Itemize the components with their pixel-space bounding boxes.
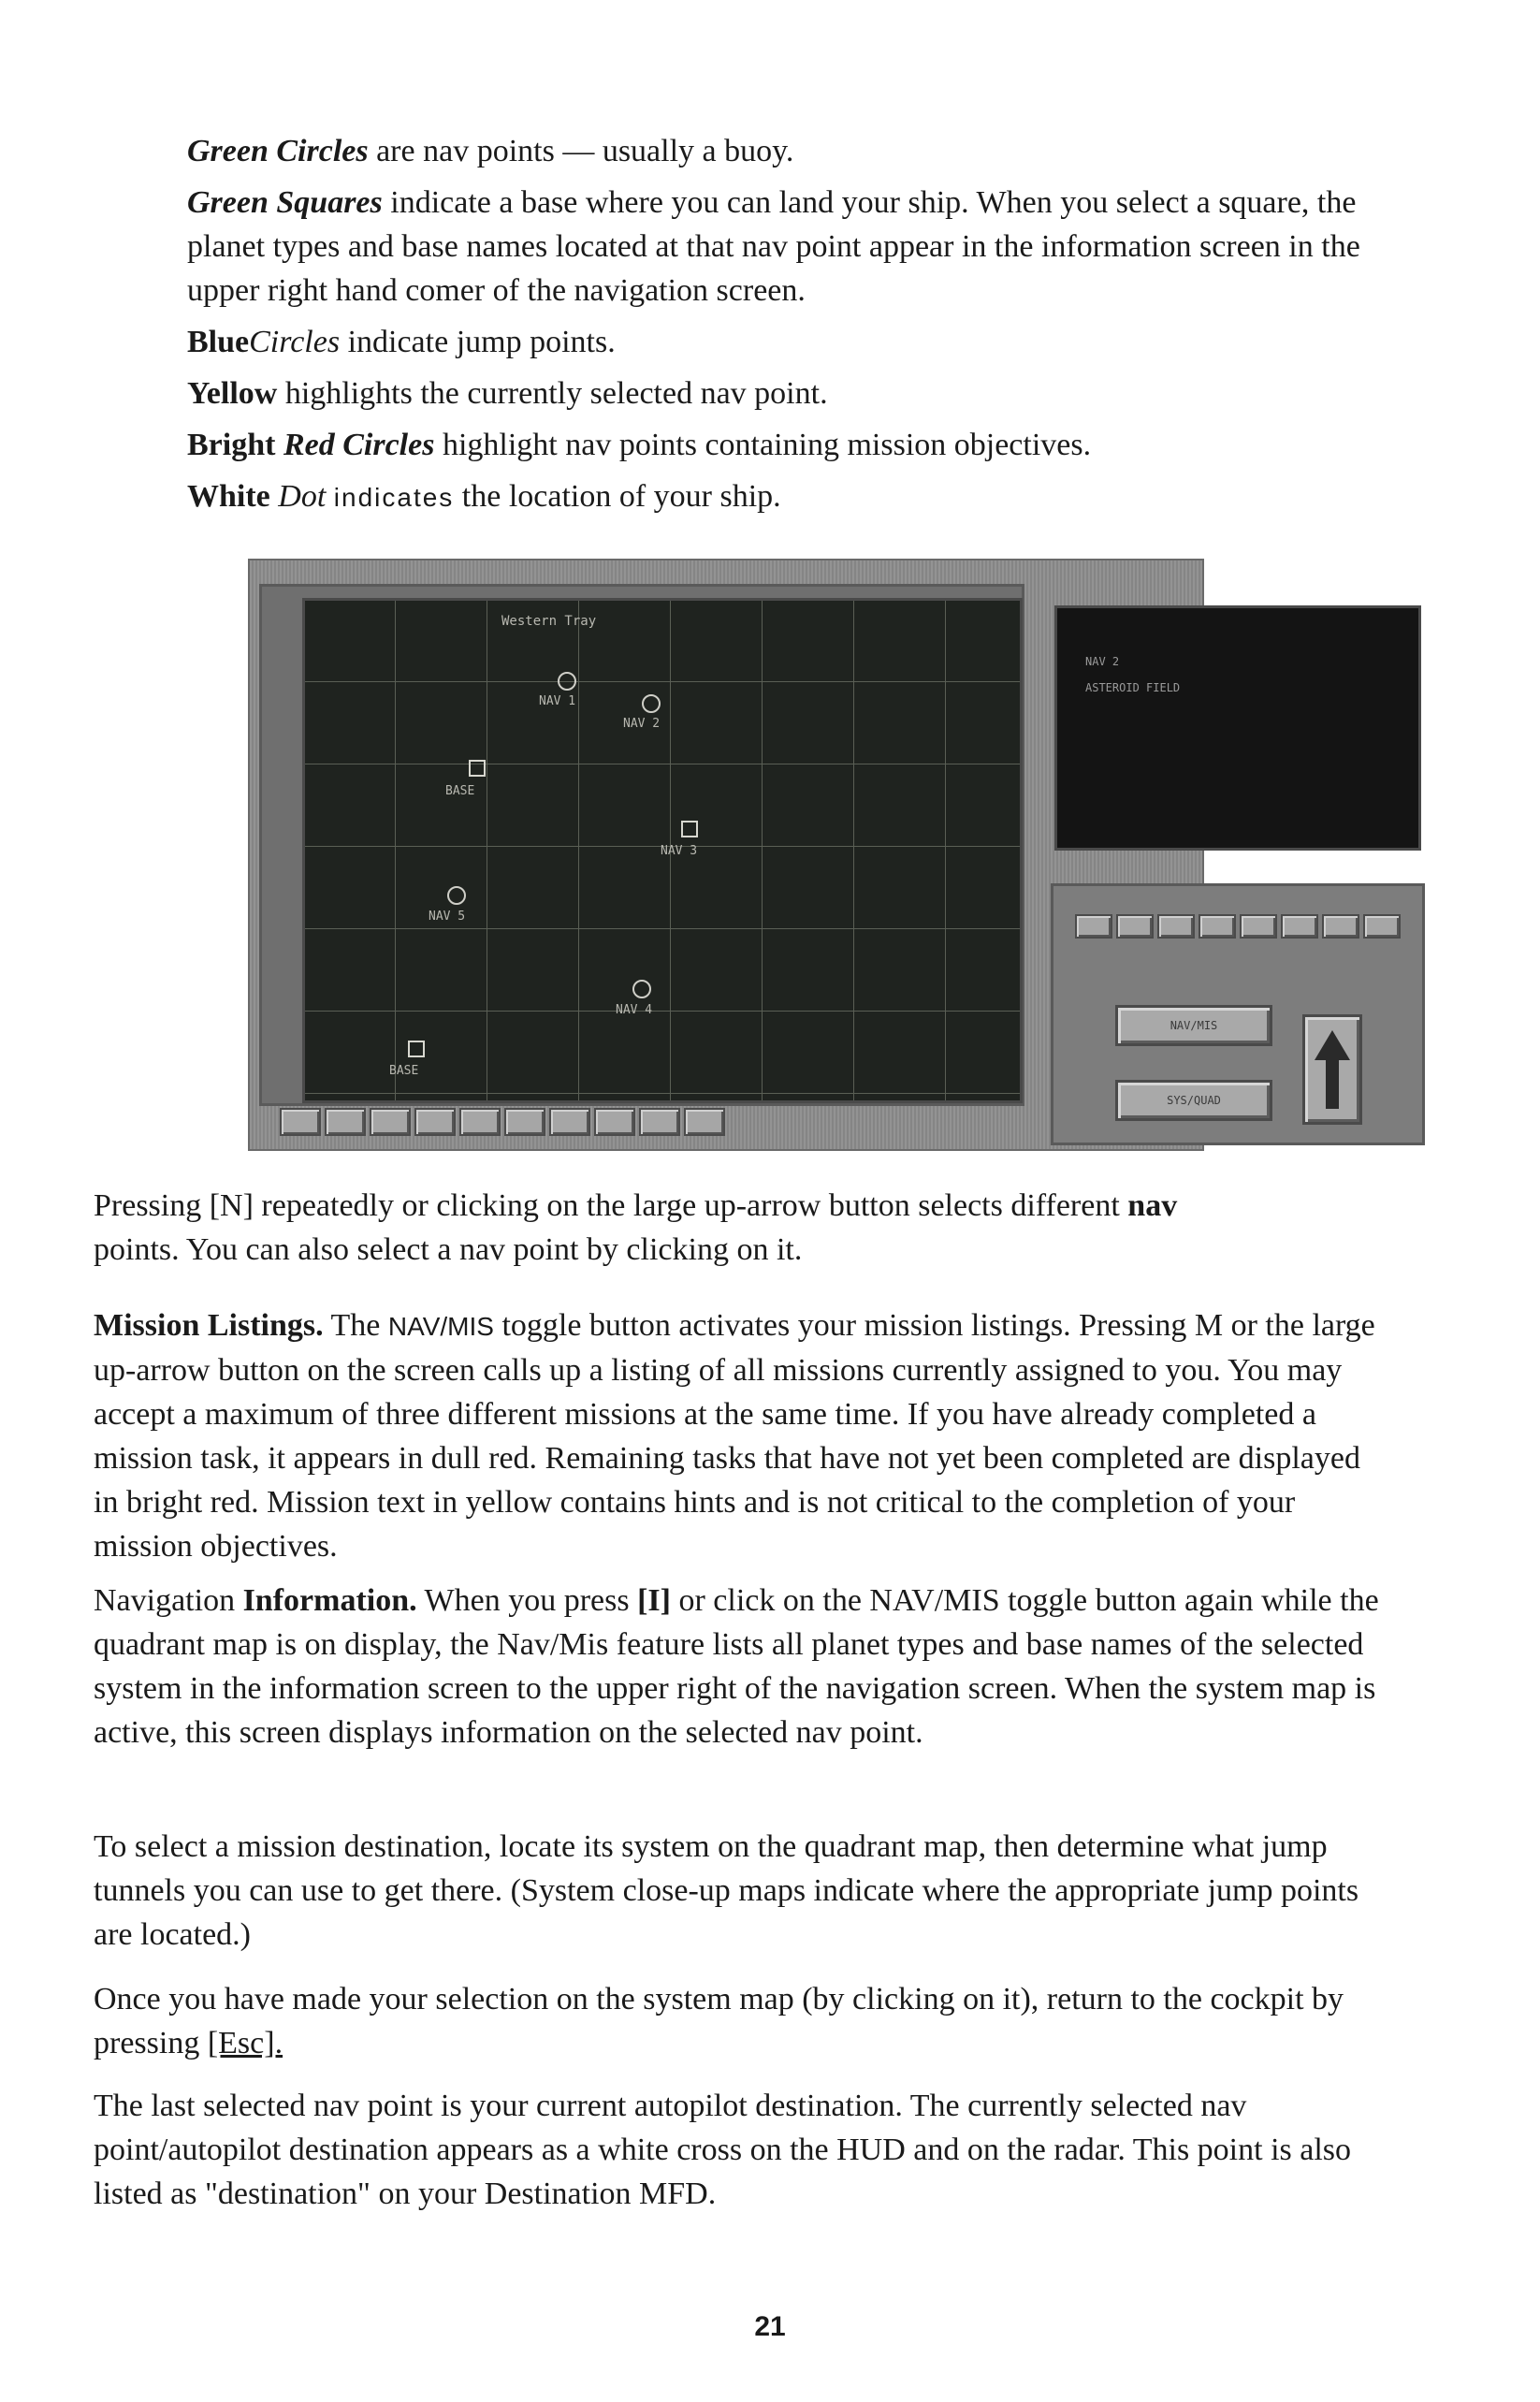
map-label: NAV 3 — [661, 844, 698, 858]
legend-red-circles: Bright Red Circles highlight nav points containing mission objectives. — [187, 428, 1092, 462]
map-title: Western Tray — [501, 614, 597, 629]
up-arrow-icon — [1305, 1017, 1359, 1122]
map-button[interactable] — [594, 1108, 635, 1136]
nav-circle-icon — [632, 980, 651, 998]
esc-key: [Esc]. — [207, 2026, 283, 2060]
nav-circle-icon — [558, 672, 576, 691]
legend-green-squares: Green Squares indicate a base where you can land your ship. When you select a square, the planet types and base names located at that nav point appear in the information screen in the upper right hand comer of the navigation screen. — [187, 185, 1360, 308]
navigation-screenshot — [248, 559, 1221, 1151]
legend-green-circles: Green Circles are nav points — usually a buoy. — [187, 134, 794, 168]
map-label: NAV 1 — [539, 694, 576, 708]
map-button[interactable] — [504, 1108, 545, 1136]
paragraph-up-arrow: Pressing [N] repeatedly or clicking on the large up-arrow button selects different nav points. You can also select a nav point by clicking on it. — [94, 1188, 1178, 1267]
paragraph-navigation-information: Navigation Information. When you press [I] or click on the NAV/MIS toggle button again while the quadrant map is on display, the Nav/Mis feature lists all planet types and base names of the selected system in the information screen to the upper right of the navigation screen. When the system map is active, this screen displays information on the selected nav point. — [94, 1583, 1379, 1750]
map-label: NAV 5 — [429, 910, 466, 924]
map-button[interactable] — [684, 1108, 725, 1136]
control-button[interactable] — [1199, 914, 1236, 939]
legend-white-dot: White Dot indicates the location of your ship. — [187, 479, 781, 514]
nav-circle-icon — [642, 694, 661, 713]
legend-list — [187, 129, 1366, 519]
map-button[interactable] — [639, 1108, 680, 1136]
information-screen — [1054, 605, 1421, 851]
paragraph-autopilot: The last selected nav point is your current autopilot destination. The currently selected nav point/autopilot destination appears as a white cross on the HUD and on the radar. This point is also listed as "destination" on your Destination MFD. — [94, 2089, 1352, 2211]
map-button[interactable] — [370, 1108, 411, 1136]
base-square-icon — [408, 1041, 425, 1057]
map-button[interactable] — [414, 1108, 456, 1136]
legend-yellow: Yellow highlights the currently selected nav point. — [187, 376, 828, 411]
map-button[interactable] — [459, 1108, 501, 1136]
paragraph-selection: Once you have made your selection on the system map (by clicking on it), return to the cockpit by pressing [Esc]. — [94, 1982, 1344, 2060]
paragraph-mission-destination: To select a mission destination, locate its system on the quadrant map, then determine what jump tunnels you can use to get there. (System close-up maps indicate where the appropriate jump points are located.) — [94, 1829, 1359, 1952]
control-button[interactable] — [1363, 914, 1401, 939]
map-label: NAV 4 — [616, 1003, 653, 1017]
control-button[interactable] — [1281, 914, 1318, 939]
nav-mis-toggle-button[interactable]: NAV/MIS — [1115, 1005, 1272, 1046]
control-button[interactable] — [1157, 914, 1195, 939]
info-line: NAV 2 — [1085, 655, 1120, 668]
control-button[interactable] — [1116, 914, 1154, 939]
up-arrow-button[interactable] — [1302, 1014, 1362, 1125]
base-square-icon — [469, 760, 486, 777]
map-button[interactable] — [325, 1108, 366, 1136]
control-button[interactable] — [1240, 914, 1277, 939]
map-button[interactable] — [280, 1108, 321, 1136]
map-label: BASE — [389, 1064, 419, 1078]
map-label: BASE — [445, 784, 475, 798]
map-button-row — [280, 1108, 725, 1136]
legend-blue-circles: BlueCircles indicate jump points. — [187, 325, 616, 359]
nav-circle-icon — [447, 886, 466, 905]
info-line: ASTEROID FIELD — [1085, 681, 1181, 694]
paragraph-mission-listings: Mission Listings. The NAV/MIS toggle button activates your mission listings. Pressing M or the large up-arrow button on the screen calls up a listing of all missions currently assigned to you. You may accept a maximum of three different missions at the same time. If you have already completed a mission task, it appears in dull red. Remaining tasks that have not yet been completed are displayed in bright red. Mission text in yellow contains hints and is not critical to the completion of your mission objectives. — [94, 1308, 1375, 1564]
quadrant-map — [302, 598, 1023, 1103]
map-button[interactable] — [549, 1108, 590, 1136]
sys-quad-toggle-button[interactable]: SYS/QUAD — [1115, 1080, 1272, 1121]
control-button-row — [1075, 914, 1401, 939]
map-label: NAV 2 — [623, 717, 661, 731]
page-number: 21 — [754, 2311, 786, 2342]
base-square-icon — [681, 821, 698, 837]
control-button[interactable] — [1075, 914, 1112, 939]
control-button[interactable] — [1322, 914, 1359, 939]
